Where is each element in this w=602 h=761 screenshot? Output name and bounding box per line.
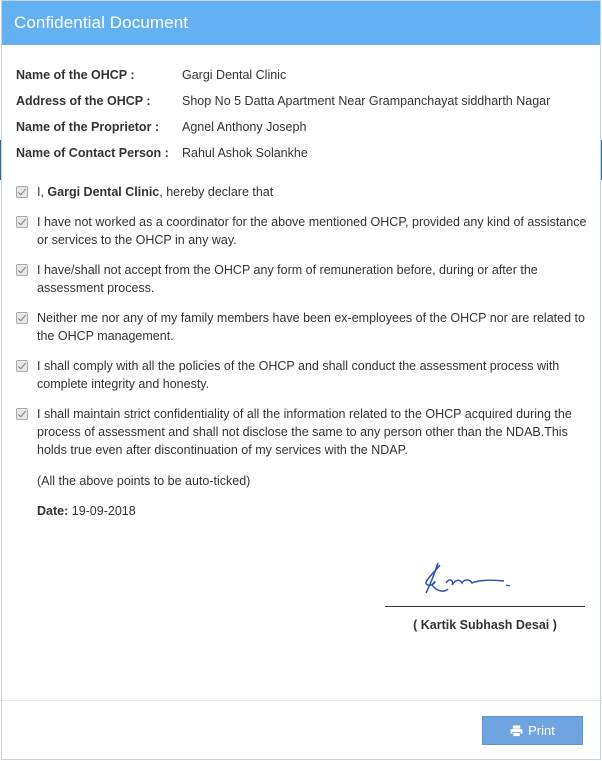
info-row-proprietor bbox=[16, 114, 550, 140]
declaration-item bbox=[16, 405, 588, 459]
info-value: Rahul Ashok Solankhe bbox=[182, 146, 308, 160]
declaration-text: I shall comply with all the policies of the OHCP and shall conduct the assessment process with complete integrity and honesty. bbox=[37, 359, 560, 391]
declaration-item bbox=[16, 357, 588, 393]
modal-title: Confidential Document bbox=[14, 13, 189, 32]
declaration-text: Neither me nor any of my family members have been ex-employees of the OHCP nor are related to the OHCP management. bbox=[37, 311, 585, 343]
info-label: Name of the Proprietor : bbox=[16, 120, 160, 134]
info-row-name bbox=[16, 62, 550, 88]
checkbox[interactable] bbox=[16, 186, 28, 198]
print-icon bbox=[510, 725, 523, 737]
declaration-text: I shall maintain strict confidentiality of all the information related to the OHCP acquired during the process of assessment and shall not disclose the same to any person other than the NDAB.This holds true even after discontinuation of my services with the NDAP. bbox=[37, 407, 572, 457]
declaration-item bbox=[16, 261, 588, 297]
checkbox[interactable] bbox=[16, 216, 28, 228]
declaration-item bbox=[16, 213, 588, 249]
declaration-intro bbox=[16, 183, 588, 201]
info-label: Name of the OHCP : bbox=[16, 68, 135, 82]
date-label: Date: bbox=[37, 504, 69, 518]
date-value: 19-09-2018 bbox=[68, 504, 136, 518]
declaration-text bbox=[37, 183, 588, 201]
auto-tick-note: (All the above points to be auto-ticked) bbox=[37, 474, 251, 488]
info-row-address bbox=[16, 88, 550, 114]
signer-name: ( Kartik Subhash Desai ) bbox=[413, 618, 557, 632]
info-value: Shop No 5 Datta Apartment Near Grampanchayat siddharth Nagar bbox=[182, 94, 551, 108]
print-button[interactable] bbox=[482, 716, 583, 745]
signature-line bbox=[385, 606, 585, 607]
ohcp-info bbox=[16, 62, 550, 166]
checkbox[interactable] bbox=[16, 264, 28, 276]
info-label: Name of Contact Person : bbox=[16, 146, 169, 160]
declaration-text: I have/shall not accept from the OHCP any form of remuneration before, during or after the assessment process. bbox=[37, 263, 538, 295]
intro-suffix: , hereby declare that bbox=[159, 185, 274, 199]
checkbox[interactable] bbox=[16, 408, 28, 420]
declaration-item bbox=[16, 309, 588, 345]
modal-header bbox=[2, 1, 600, 45]
declaration-list bbox=[16, 183, 588, 471]
info-value: Gargi Dental Clinic bbox=[182, 68, 287, 82]
checkbox[interactable] bbox=[16, 360, 28, 372]
declaration-date bbox=[37, 502, 136, 520]
signature-image bbox=[418, 555, 528, 605]
info-label: Address of the OHCP : bbox=[16, 94, 151, 108]
print-label: Print bbox=[528, 723, 555, 738]
declaration-text: I have not worked as a coordinator for the above mentioned OHCP, provided any kind of assistance or services to the OHCP in any way. bbox=[37, 215, 587, 247]
info-row-contact bbox=[16, 140, 550, 166]
intro-clinic-name: Gargi Dental Clinic bbox=[47, 185, 160, 199]
footer-divider bbox=[0, 700, 602, 701]
info-value: Agnel Anthony Joseph bbox=[182, 120, 307, 134]
intro-prefix: I, bbox=[37, 185, 48, 199]
checkbox[interactable] bbox=[16, 312, 28, 324]
